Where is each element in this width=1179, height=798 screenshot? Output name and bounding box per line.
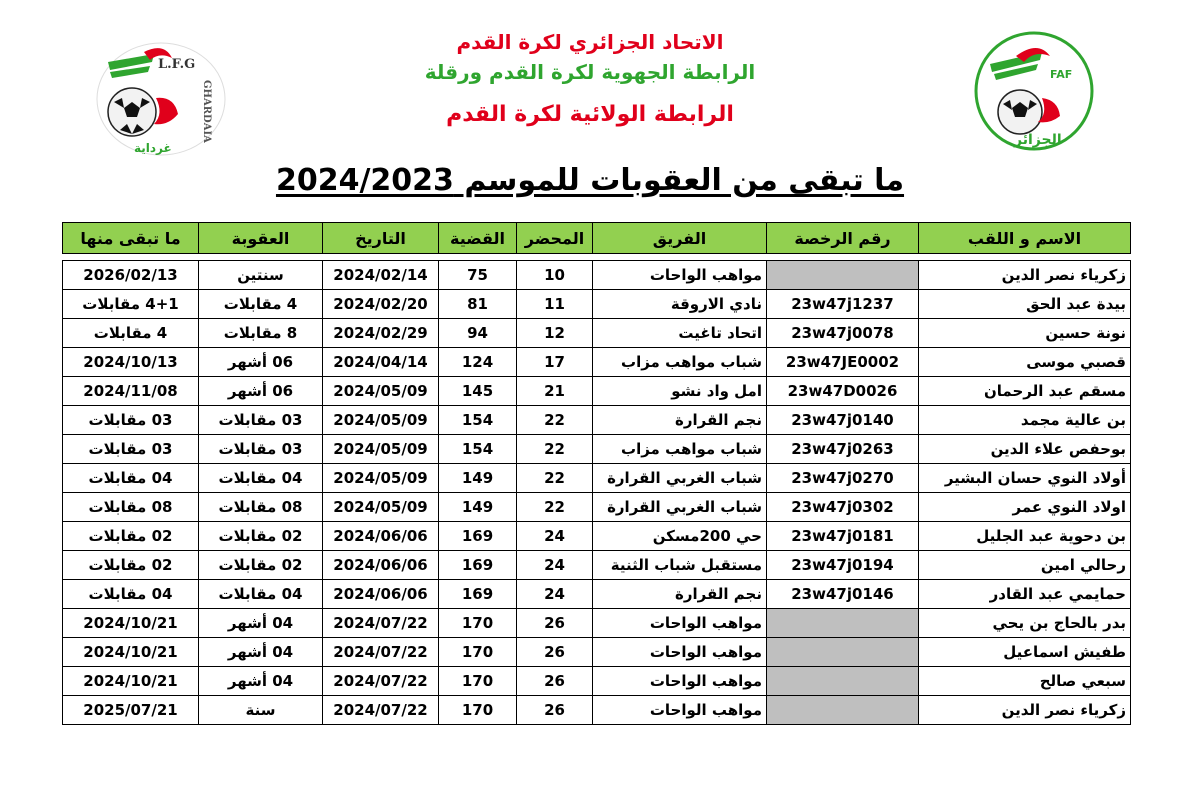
cell-name: سبعي صالح (919, 667, 1131, 696)
cell-club: نجم القرارة (593, 406, 767, 435)
cell-report: 21 (517, 377, 593, 406)
table-row (63, 580, 1131, 609)
cell-report: 24 (517, 580, 593, 609)
page-title-text: ما تبقى من العقوبات للموسم 2024/2023 (275, 163, 905, 198)
header-penalty: العقوبة (199, 223, 323, 254)
ghardaia-text: GHARDAIA (201, 80, 212, 143)
cell-remaining: 04 مقابلات (63, 580, 199, 609)
cell-license: 23w47j0078 (767, 319, 919, 348)
cell-club: شباب الغربي القرارة (593, 493, 767, 522)
cell-penalty: 04 مقابلات (199, 464, 323, 493)
cell-club: شباب الغربي القرارة (593, 464, 767, 493)
cell-license: 23w47j0302 (767, 493, 919, 522)
cell-penalty: 03 مقابلات (199, 406, 323, 435)
cell-case: 75 (439, 261, 517, 290)
header-remaining: ما تبقى منها (63, 223, 199, 254)
cell-club: حي 200مسكن (593, 522, 767, 551)
cell-club: شباب مواهب مزاب (593, 435, 767, 464)
header-license: رقم الرخصة (767, 223, 919, 254)
cell-license: 23w47j0140 (767, 406, 919, 435)
cell-report: 10 (517, 261, 593, 290)
cell-date: 2024/04/14 (323, 348, 439, 377)
cell-penalty: 4 مقابلات (199, 290, 323, 319)
cell-penalty: 03 مقابلات (199, 435, 323, 464)
table-row (63, 522, 1131, 551)
cell-name: أولاد النوي حسان البشير (919, 464, 1131, 493)
wilaya-league-name: الرابطة الولائية لكرة القدم (446, 102, 734, 127)
cell-name: نونة حسين (919, 319, 1131, 348)
header-name: الاسم و اللقب (919, 223, 1131, 254)
header-report: المحضر (517, 223, 593, 254)
cell-report: 26 (517, 638, 593, 667)
cell-club: امل واد نشو (593, 377, 767, 406)
table-row (63, 435, 1131, 464)
cell-club: شباب مواهب مزاب (593, 348, 767, 377)
cell-date: 2024/07/22 (323, 638, 439, 667)
cell-remaining: 04 مقابلات (63, 464, 199, 493)
cell-date: 2024/06/06 (323, 522, 439, 551)
cell-license: 23w47j0194 (767, 551, 919, 580)
cell-case: 169 (439, 580, 517, 609)
lfg-ghardaia-logo (94, 40, 228, 158)
cell-remaining: 4 مقابلات (63, 319, 199, 348)
faf-text: FAF (1050, 68, 1073, 81)
cell-club: نادي الاروقة (593, 290, 767, 319)
table-row (63, 348, 1131, 377)
cell-date: 2024/05/09 (323, 464, 439, 493)
cell-penalty: سنتين (199, 261, 323, 290)
cell-club: مستقبل شباب الثنية (593, 551, 767, 580)
cell-name: زكرياء نصر الدين (919, 261, 1131, 290)
cell-penalty: 08 مقابلات (199, 493, 323, 522)
cell-remaining: 03 مقابلات (63, 406, 199, 435)
cell-name: حمايمي عبد القادر (919, 580, 1131, 609)
cell-name: بدر بالحاج بن يحي (919, 609, 1131, 638)
cell-name: قصبي موسى (919, 348, 1131, 377)
cell-date: 2024/02/14 (323, 261, 439, 290)
header-date: التاريخ (323, 223, 439, 254)
cell-case: 149 (439, 493, 517, 522)
cell-name: بيدة عبد الحق (919, 290, 1131, 319)
cell-license (767, 667, 919, 696)
cell-license (767, 696, 919, 725)
table-row (63, 406, 1131, 435)
cell-remaining: 03 مقابلات (63, 435, 199, 464)
table-row (63, 551, 1131, 580)
cell-date: 2024/06/06 (323, 580, 439, 609)
table-header-row (63, 223, 1131, 254)
page-title (250, 163, 930, 198)
cell-remaining: 2024/11/08 (63, 377, 199, 406)
cell-report: 26 (517, 667, 593, 696)
cell-penalty: 02 مقابلات (199, 522, 323, 551)
cell-case: 170 (439, 696, 517, 725)
cell-license: 23w47j0181 (767, 522, 919, 551)
cell-case: 149 (439, 464, 517, 493)
cell-penalty: سنة (199, 696, 323, 725)
cell-case: 94 (439, 319, 517, 348)
cell-club: مواهب الواحات (593, 609, 767, 638)
table-row (63, 667, 1131, 696)
cell-case: 154 (439, 435, 517, 464)
header-case: القضية (439, 223, 517, 254)
ghardaia-arabic-text: غرداية (134, 141, 172, 155)
cell-penalty: 04 أشهر (199, 638, 323, 667)
cell-date: 2024/06/06 (323, 551, 439, 580)
cell-remaining: 2025/07/21 (63, 696, 199, 725)
header-club: الفريق (593, 223, 767, 254)
cell-penalty: 04 مقابلات (199, 580, 323, 609)
cell-remaining: 2024/10/21 (63, 667, 199, 696)
algeria-arabic-text: الجزائر (1014, 132, 1062, 148)
cell-name: بن عالية مجمد (919, 406, 1131, 435)
cell-case: 169 (439, 522, 517, 551)
cell-case: 124 (439, 348, 517, 377)
cell-report: 22 (517, 435, 593, 464)
cell-penalty: 8 مقابلات (199, 319, 323, 348)
cell-remaining: 2024/10/21 (63, 638, 199, 667)
spacer-cell (63, 254, 1131, 261)
cell-date: 2024/07/22 (323, 609, 439, 638)
cell-penalty: 06 أشهر (199, 348, 323, 377)
cell-report: 26 (517, 696, 593, 725)
cell-license (767, 609, 919, 638)
regional-league-name: الرابطة الجهوية لكرة القدم ورقلة (424, 60, 756, 84)
cell-license (767, 261, 919, 290)
cell-license: 23w47j0146 (767, 580, 919, 609)
cell-date: 2024/05/09 (323, 377, 439, 406)
cell-penalty: 04 أشهر (199, 609, 323, 638)
cell-remaining: 2026/02/13 (63, 261, 199, 290)
cell-date: 2024/05/09 (323, 435, 439, 464)
cell-report: 24 (517, 522, 593, 551)
cell-date: 2024/05/09 (323, 493, 439, 522)
cell-report: 22 (517, 464, 593, 493)
cell-name: بوحفص علاء الدين (919, 435, 1131, 464)
cell-license: 23w47j0270 (767, 464, 919, 493)
cell-case: 170 (439, 609, 517, 638)
cell-remaining: 02 مقابلات (63, 522, 199, 551)
table-spacer-row (63, 254, 1131, 261)
cell-license: 23w47j0263 (767, 435, 919, 464)
table-row (63, 377, 1131, 406)
cell-remaining: 2024/10/21 (63, 609, 199, 638)
cell-case: 170 (439, 638, 517, 667)
cell-penalty: 06 أشهر (199, 377, 323, 406)
cell-report: 26 (517, 609, 593, 638)
cell-case: 154 (439, 406, 517, 435)
cell-report: 11 (517, 290, 593, 319)
cell-date: 2024/07/22 (323, 667, 439, 696)
cell-remaining: 08 مقابلات (63, 493, 199, 522)
cell-license: 23w47JE0002 (767, 348, 919, 377)
cell-name: مسقم عبد الرحمان (919, 377, 1131, 406)
faf-logo (972, 26, 1096, 156)
cell-report: 22 (517, 406, 593, 435)
sanctions-table (62, 222, 1131, 725)
cell-name: اولاد النوي عمر (919, 493, 1131, 522)
table-row (63, 609, 1131, 638)
cell-club: مواهب الواحات (593, 696, 767, 725)
cell-remaining: 2024/10/13 (63, 348, 199, 377)
cell-license: 23w47D0026 (767, 377, 919, 406)
cell-report: 12 (517, 319, 593, 348)
cell-report: 22 (517, 493, 593, 522)
federation-name: الاتحاد الجزائري لكرة القدم (456, 30, 724, 54)
table-row (63, 696, 1131, 725)
table-row (63, 493, 1131, 522)
cell-report: 24 (517, 551, 593, 580)
cell-club: اتحاد تاغيت (593, 319, 767, 348)
cell-club: مواهب الواحات (593, 261, 767, 290)
cell-name: زكرياء نصر الدين (919, 696, 1131, 725)
cell-license (767, 638, 919, 667)
cell-case: 81 (439, 290, 517, 319)
cell-report: 17 (517, 348, 593, 377)
cell-license: 23w47j1237 (767, 290, 919, 319)
cell-penalty: 04 أشهر (199, 667, 323, 696)
table-row (63, 319, 1131, 348)
table-row (63, 638, 1131, 667)
cell-case: 145 (439, 377, 517, 406)
cell-case: 170 (439, 667, 517, 696)
cell-name: رحالي امين (919, 551, 1131, 580)
cell-remaining: 02 مقابلات (63, 551, 199, 580)
cell-remaining: 4+1 مقابلات (63, 290, 199, 319)
cell-name: طفيش اسماعيل (919, 638, 1131, 667)
cell-date: 2024/05/09 (323, 406, 439, 435)
table-row (63, 261, 1131, 290)
cell-club: مواهب الواحات (593, 667, 767, 696)
table-row (63, 464, 1131, 493)
table-row (63, 290, 1131, 319)
cell-date: 2024/07/22 (323, 696, 439, 725)
cell-club: مواهب الواحات (593, 638, 767, 667)
cell-name: بن دحوية عبد الجليل (919, 522, 1131, 551)
lfg-text: L.F.G (158, 57, 196, 72)
cell-club: نجم القرارة (593, 580, 767, 609)
cell-case: 169 (439, 551, 517, 580)
cell-penalty: 02 مقابلات (199, 551, 323, 580)
cell-date: 2024/02/29 (323, 319, 439, 348)
cell-date: 2024/02/20 (323, 290, 439, 319)
